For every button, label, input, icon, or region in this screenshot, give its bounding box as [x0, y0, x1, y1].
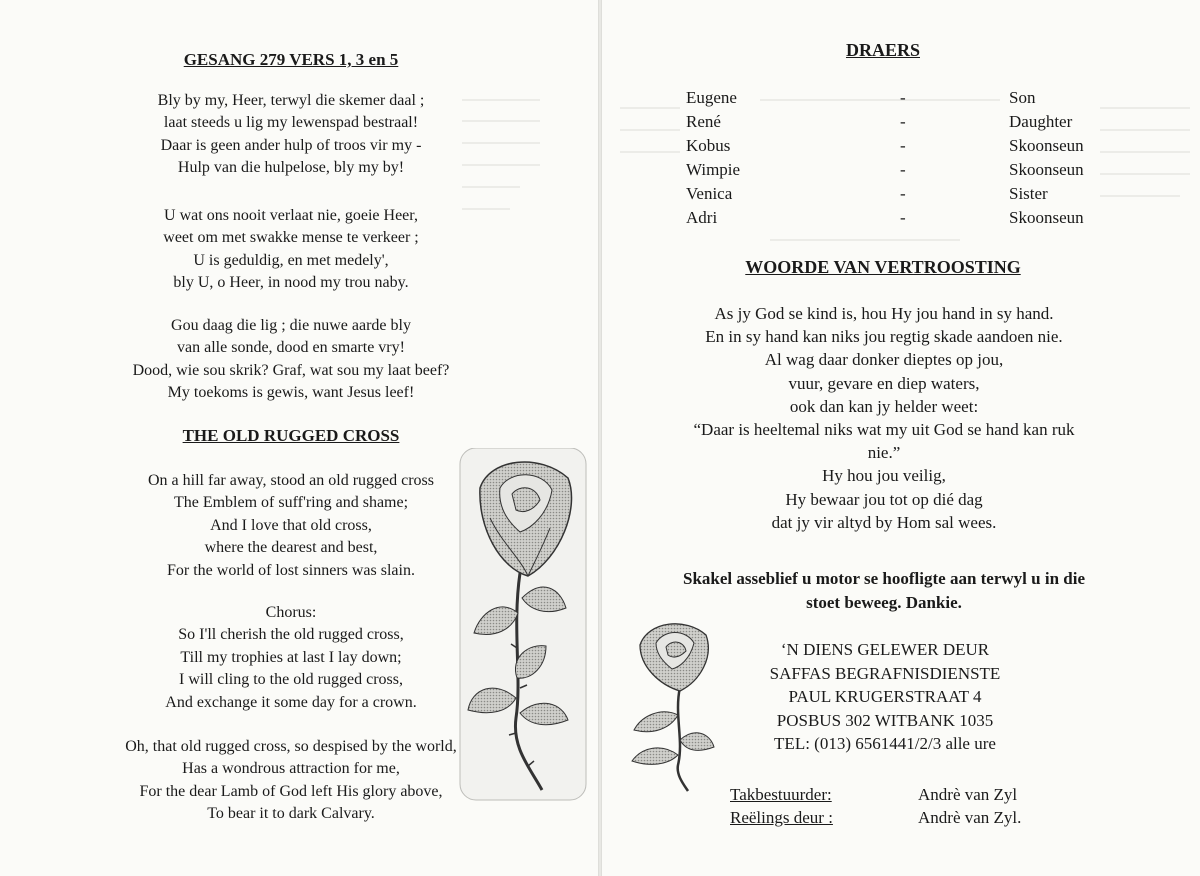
verse-line: Chorus: — [265, 604, 317, 621]
bearer-name: Adri — [686, 208, 718, 227]
list-item — [686, 112, 1106, 136]
verse-line: For the dear Lamb of God left His glory above, — [139, 782, 443, 800]
service-line: TEL: (013) 6561441/2/3 alle ure — [774, 734, 996, 753]
service-line: PAUL KRUGERSTRAAT 4 — [788, 687, 982, 706]
bearer-dash: - — [900, 184, 906, 203]
verse-line: And I love that old cross, — [210, 516, 372, 534]
bearer-name: Venica — [686, 184, 733, 203]
hymn-stanza-3 — [0, 315, 582, 405]
verse-line: bly U, o Heer, in nood my trou naby. — [173, 274, 409, 292]
verse-line: Hy hou jou veilig, — [822, 466, 946, 486]
list-item — [686, 136, 1106, 160]
bearer-dash: - — [900, 160, 906, 179]
verse-line: Dood, wie sou skrik? Graf, wat sou my laat beef? — [132, 361, 450, 379]
verse-line: nie.” — [867, 443, 901, 463]
bearer-relation: Skoonseun — [1009, 136, 1084, 155]
hymn-stanza-2 — [0, 205, 582, 295]
credit-value: Andrè van Zyl — [918, 785, 1018, 804]
verse-line: dat jy vir altyd by Hom sal wees. — [771, 512, 997, 532]
list-item — [686, 160, 1106, 184]
verse-line: I will cling to the old rugged cross, — [179, 671, 403, 689]
notice-line: stoet beweeg. Dankie. — [806, 593, 962, 612]
bearer-dash: - — [900, 136, 906, 155]
verse-line: U wat ons nooit verlaat nie, goeie Heer, — [164, 207, 418, 224]
bearer-dash: - — [900, 112, 906, 131]
verse-line: And exchange it some day for a crown. — [165, 693, 417, 711]
verse-line: Has a wondrous attraction for me, — [182, 760, 400, 778]
verse-line: Al wag daar donker dieptes op jou, — [764, 350, 1004, 370]
rose-illustration-large — [450, 448, 590, 803]
verse-line: Bly by my, Heer, terwyl die skemer daal ; — [157, 92, 425, 109]
bearer-name: Eugene — [686, 88, 737, 107]
verse-line: For the world of lost sinners was slain. — [167, 561, 415, 579]
bearers-list — [686, 88, 1106, 232]
bearer-relation: Daughter — [1009, 112, 1073, 131]
bearers-title: DRAERS — [845, 40, 920, 60]
verse-line: Till my trophies at last I lay down; — [180, 648, 402, 666]
service-line: SAFFAS BEGRAFNISDIENSTE — [769, 663, 1001, 683]
comfort-poem — [602, 302, 1166, 534]
comfort-title: WOORDE VAN VERTROOSTING — [745, 257, 1021, 277]
verse-line: En in sy hand kan niks jou regtig skade aandoen nie. — [705, 327, 1063, 347]
notice-line: Skakel asseblief u motor se hoofligte aan terwyl u in die — [682, 569, 1086, 588]
bearer-relation: Skoonseun — [1009, 160, 1084, 179]
bearer-relation: Sister — [1009, 184, 1048, 203]
bearer-dash: - — [900, 208, 906, 227]
verse-line: So I'll cherish the old rugged cross, — [178, 626, 404, 644]
verse-line: ook dan kan jy helder weet: — [789, 396, 979, 416]
credit-label: Reëlings deur : — [730, 808, 833, 827]
bearer-name: Kobus — [686, 136, 731, 155]
bearer-name: Wimpie — [686, 160, 741, 179]
verse-line: As jy God se kind is, hou Hy jou hand in sy hand. — [714, 304, 1054, 323]
verse-line: “Daar is heeltemal niks wat my uit God se hand kan ruk — [693, 419, 1075, 439]
bearer-relation: Son — [1009, 88, 1036, 107]
verse-line: On a hill far away, stood an old rugged cross — [148, 472, 434, 489]
hymn-stanza-1 — [0, 90, 582, 180]
funeral-service-details — [700, 638, 1070, 756]
verse-line: Hulp van die hulpelose, bly my by! — [177, 159, 405, 177]
verse-line: Hy bewaar jou tot op dié dag — [785, 489, 983, 509]
verse-line: Daar is geen ander hulp of troos vir my - — [160, 136, 422, 154]
verse-line: weet om met swakke mense te verkeer ; — [163, 229, 419, 247]
verse-line: Oh, that old rugged cross, so despised by the world, — [125, 738, 457, 755]
credit-value: Andrè van Zyl. — [918, 808, 1022, 827]
headlights-notice — [602, 567, 1166, 615]
list-item — [686, 184, 1106, 208]
verse-line: vuur, gevare en diep waters, — [788, 373, 980, 393]
verse-line: My toekoms is gewis, want Jesus leef! — [167, 384, 415, 402]
verse-line: To bear it to dark Calvary. — [207, 805, 375, 823]
hymn-title: GESANG 279 VERS 1, 3 en 5 — [183, 50, 399, 69]
verse-line: Gou daag die lig ; die nuwe aarde bly — [171, 317, 411, 334]
verse-line: U is geduldig, en met medely', — [193, 251, 389, 269]
bearer-dash: - — [900, 88, 906, 107]
list-item — [686, 208, 1106, 232]
song-title: THE OLD RUGGED CROSS — [182, 426, 400, 445]
credit-label: Takbestuurder: — [730, 785, 832, 804]
verse-line: laat steeds u lig my lewenspad bestraal! — [163, 114, 419, 132]
verse-line: The Emblem of suff'ring and shame; — [173, 494, 409, 512]
verse-line: where the dearest and best, — [204, 539, 378, 557]
bearer-relation: Skoonseun — [1009, 208, 1084, 227]
service-line: POSBUS 302 WITBANK 1035 — [776, 710, 994, 730]
bearer-name: René — [686, 112, 721, 131]
verse-line: van alle sonde, dood en smarte vry! — [177, 339, 405, 357]
list-item — [686, 88, 1106, 112]
service-line: ‘N DIENS GELEWER DEUR — [780, 640, 990, 659]
